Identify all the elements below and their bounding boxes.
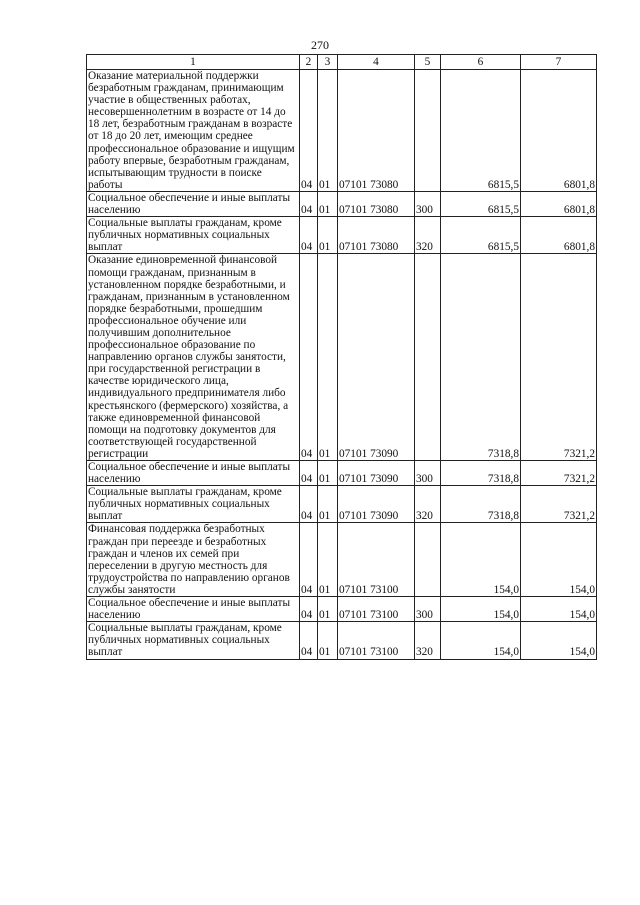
table-row xyxy=(87,191,597,216)
subsection-code-cell: 01 xyxy=(318,622,338,659)
column-number-2: 2 xyxy=(300,55,318,70)
item-name-cell: Социальное обеспечение и иные выплаты населению xyxy=(87,461,300,486)
item-name-cell: Социальные выплаты гражданам, кроме публичных нормативных социальных выплат xyxy=(87,486,300,523)
target-article-cell: 07101 73080 xyxy=(338,217,415,254)
section-code-cell: 04 xyxy=(300,523,318,597)
expense-type-cell xyxy=(415,523,441,597)
budget-table-body xyxy=(87,55,597,660)
amount-col7-cell: 7321,2 xyxy=(521,254,597,461)
amount-col6-cell: 7318,8 xyxy=(441,486,521,523)
amount-col7-cell: 154,0 xyxy=(521,597,597,622)
expense-type-cell xyxy=(415,254,441,461)
amount-col7-cell: 6801,8 xyxy=(521,191,597,216)
subsection-code-cell: 01 xyxy=(318,191,338,216)
expense-type-cell: 300 xyxy=(415,461,441,486)
section-code-cell: 04 xyxy=(300,486,318,523)
item-name-cell: Финансовая поддержка безработных граждан при переезде и безработных граждан и членов их семей при переселении в другую местность для трудоустройства по направлению органов службы занятости xyxy=(87,523,300,597)
amount-col6-cell: 6815,5 xyxy=(441,217,521,254)
section-code-cell: 04 xyxy=(300,254,318,461)
column-number-4: 4 xyxy=(338,55,415,70)
column-number-1: 1 xyxy=(87,55,300,70)
target-article-cell: 07101 73100 xyxy=(338,523,415,597)
column-number-3: 3 xyxy=(318,55,338,70)
amount-col7-cell: 6801,8 xyxy=(521,70,597,192)
amount-col6-cell: 154,0 xyxy=(441,622,521,659)
amount-col6-cell: 7318,8 xyxy=(441,254,521,461)
table-row xyxy=(87,254,597,461)
column-number-5: 5 xyxy=(415,55,441,70)
table-row xyxy=(87,622,597,659)
expense-type-cell: 300 xyxy=(415,191,441,216)
item-name-cell: Социальное обеспечение и иные выплаты населению xyxy=(87,597,300,622)
subsection-code-cell: 01 xyxy=(318,523,338,597)
subsection-code-cell: 01 xyxy=(318,597,338,622)
target-article-cell: 07101 73090 xyxy=(338,486,415,523)
amount-col7-cell: 7321,2 xyxy=(521,461,597,486)
subsection-code-cell: 01 xyxy=(318,70,338,192)
item-name-cell: Социальные выплаты гражданам, кроме публичных нормативных социальных выплат xyxy=(87,217,300,254)
table-row xyxy=(87,597,597,622)
table-row xyxy=(87,70,597,192)
subsection-code-cell: 01 xyxy=(318,486,338,523)
amount-col6-cell: 154,0 xyxy=(441,523,521,597)
amount-col7-cell: 6801,8 xyxy=(521,217,597,254)
item-name-cell: Социальное обеспечение и иные выплаты населению xyxy=(87,191,300,216)
target-article-cell: 07101 73090 xyxy=(338,461,415,486)
subsection-code-cell: 01 xyxy=(318,254,338,461)
expense-type-cell xyxy=(415,70,441,192)
section-code-cell: 04 xyxy=(300,70,318,192)
target-article-cell: 07101 73090 xyxy=(338,254,415,461)
section-code-cell: 04 xyxy=(300,622,318,659)
table-row xyxy=(87,461,597,486)
table-row xyxy=(87,217,597,254)
item-name-cell: Оказание материальной поддержки безработным гражданам, принимающим участие в общественных работах, несовершеннолетним в возрасте от 14 до 18 лет, безработным гражданам в возрасте от 18 до 20 лет, имеющим среднее профессиональное образование и ищущим работу впервые, безработным гражданам, испытывающим трудности в поиске работы xyxy=(87,70,300,192)
amount-col7-cell: 154,0 xyxy=(521,523,597,597)
item-name-cell: Оказание единовременной финансовой помощи гражданам, признанным в установленном порядке безработными, и гражданам, признанным в установленном порядке безработными, прошедшим профессиональное обучение или получившим дополнительное профессиональное образование по направлению органов службы занятости, при государственной регистрации в качестве юридического лица, индивидуального предпринимателя либо крестьянского (фермерского) хозяйства, а также единовременной финансовой помощи на подготовку документов для соответствующей государственной регистрации xyxy=(87,254,300,461)
expense-type-cell: 320 xyxy=(415,486,441,523)
column-number-header-row xyxy=(87,55,597,70)
target-article-cell: 07101 73100 xyxy=(338,622,415,659)
target-article-cell: 07101 73080 xyxy=(338,191,415,216)
amount-col7-cell: 154,0 xyxy=(521,622,597,659)
subsection-code-cell: 01 xyxy=(318,461,338,486)
target-article-cell: 07101 73080 xyxy=(338,70,415,192)
column-number-7: 7 xyxy=(521,55,597,70)
amount-col6-cell: 7318,8 xyxy=(441,461,521,486)
section-code-cell: 04 xyxy=(300,597,318,622)
section-code-cell: 04 xyxy=(300,461,318,486)
column-number-6: 6 xyxy=(441,55,521,70)
expense-type-cell: 320 xyxy=(415,217,441,254)
page-number: 270 xyxy=(311,38,329,52)
section-code-cell: 04 xyxy=(300,191,318,216)
amount-col6-cell: 6815,5 xyxy=(441,191,521,216)
target-article-cell: 07101 73100 xyxy=(338,597,415,622)
table-row xyxy=(87,486,597,523)
section-code-cell: 04 xyxy=(300,217,318,254)
expense-type-cell: 300 xyxy=(415,597,441,622)
amount-col6-cell: 154,0 xyxy=(441,597,521,622)
table-row xyxy=(87,523,597,597)
budget-table xyxy=(86,54,597,660)
expense-type-cell: 320 xyxy=(415,622,441,659)
amount-col6-cell: 6815,5 xyxy=(441,70,521,192)
amount-col7-cell: 7321,2 xyxy=(521,486,597,523)
item-name-cell: Социальные выплаты гражданам, кроме публичных нормативных социальных выплат xyxy=(87,622,300,659)
subsection-code-cell: 01 xyxy=(318,217,338,254)
